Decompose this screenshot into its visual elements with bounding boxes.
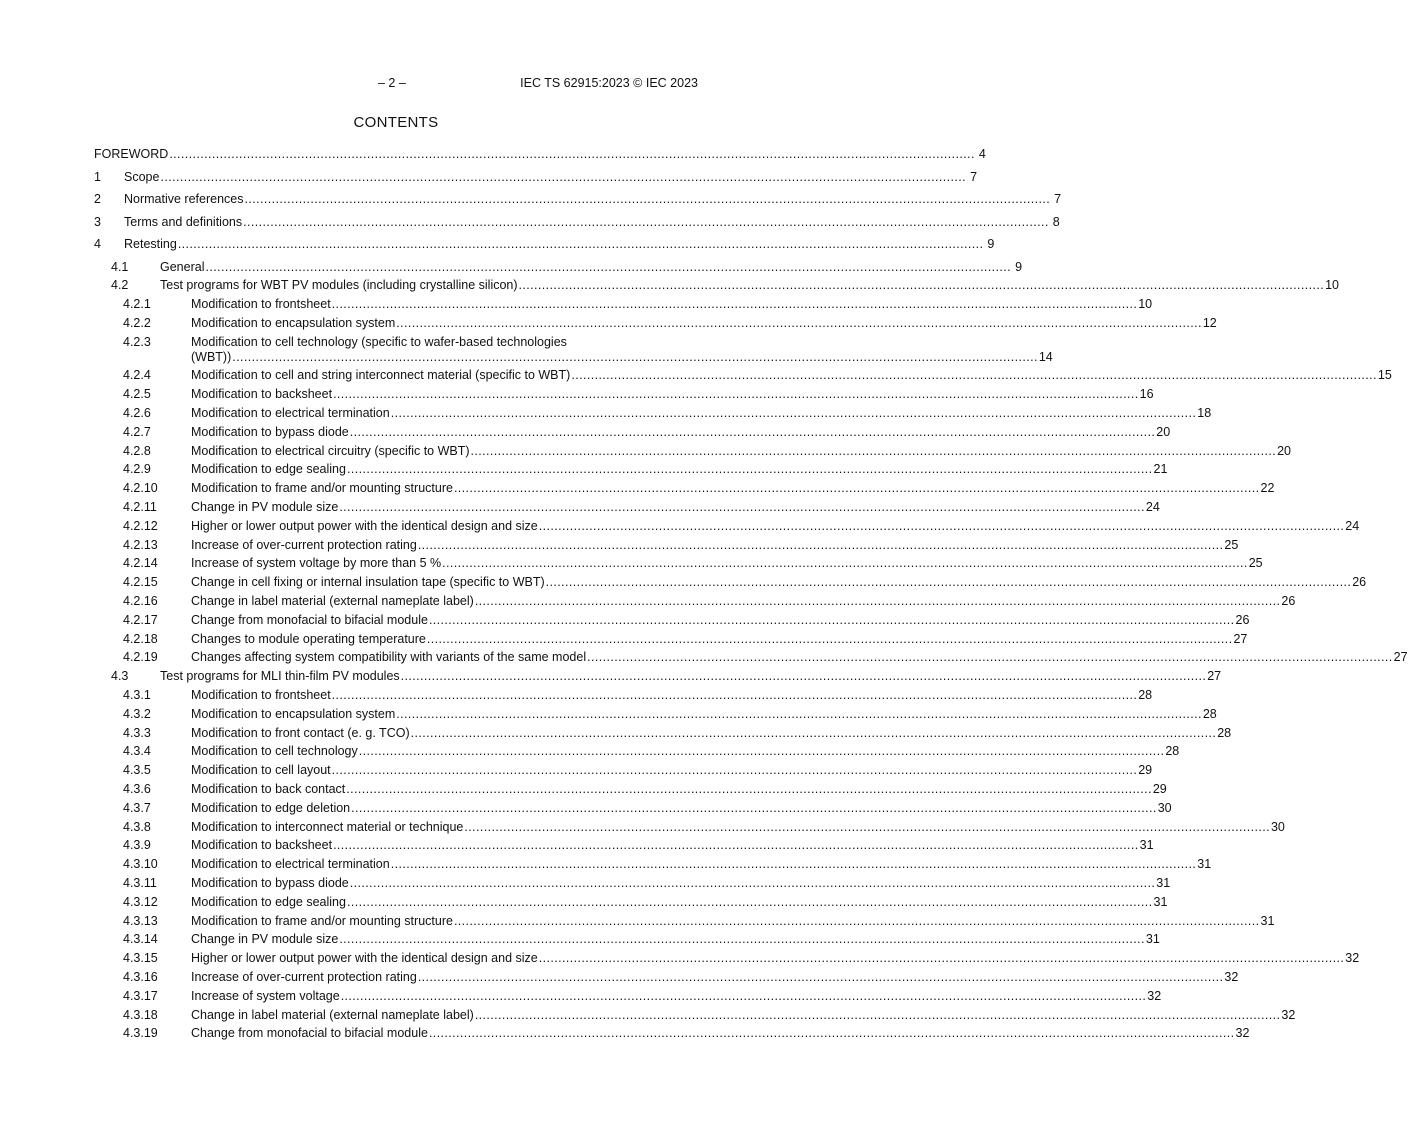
leader-dots [587,650,1393,665]
toc-entry-page: 9 [1015,259,1023,274]
toc-entry-number: 4.2.12 [123,518,158,533]
toc-entry-number: 4.3.6 [123,782,151,797]
toc-entry-number: 4.2.1 [123,297,151,312]
toc-entry-title: Change in PV module size [191,932,339,947]
toc-entry-number: 4.3.1 [123,688,151,703]
toc-entry-page: 10 [1138,297,1153,312]
toc-entry-page: 9 [987,237,995,251]
toc-entry-page: 28 [1165,744,1180,759]
toc-entry-title: Test programs for MLI thin-film PV modules [160,669,400,684]
leader-dots [332,688,1138,703]
toc-entry-number: 4.2.8 [123,443,151,458]
leader-dots [359,744,1165,759]
leader-dots [418,970,1224,985]
toc-entry-page: 32 [1345,951,1360,966]
toc-entry-number: 4.2.18 [123,631,158,646]
toc-entry-title: Normative references [124,192,244,206]
document-id: IEC TS 62915:2023 © IEC 2023 [520,76,698,90]
toc-entry-number: 4.3.8 [123,819,151,834]
leader-dots [332,763,1138,778]
toc-entry[interactable] [94,424,1171,440]
toc-entry-page: 4 [978,147,986,161]
toc-entry[interactable] [94,951,1360,966]
toc-entry-number: 4.3.10 [123,857,158,872]
toc-entry-page: 32 [1147,988,1162,1003]
toc-entry-page: 14 [1038,349,1053,364]
leader-dots [418,538,1224,553]
leader-dots [546,575,1352,590]
toc-entry-number: 4.3.7 [123,800,151,815]
leader-dots [169,147,975,162]
toc-entry[interactable] [94,169,978,185]
toc-entry-page: 27 [1393,650,1408,665]
leader-dots [539,519,1345,534]
leader-dots [519,278,1325,293]
toc-entry[interactable] [94,406,1212,421]
toc-entry-title: Modification to encapsulation system [191,706,396,721]
toc-entry-title: Increase of system voltage [191,988,340,1003]
toc-entry-title: Changes to module operating temperature [191,631,426,646]
toc-entry-title: Higher or lower output power with the identical design and size [191,518,538,533]
toc-entry-page: 7 [970,169,978,184]
toc-entry-page: 25 [1224,537,1239,552]
toc-entry-title: Modification to frame and/or mounting structure [191,481,453,496]
toc-entry-page: 29 [1152,782,1167,797]
toc-entry-page: 29 [1138,763,1153,778]
leader-dots [243,215,1049,230]
toc-entry-page: 31 [1260,913,1275,928]
toc-entry-page: 20 [1277,443,1292,458]
leader-dots [401,669,1207,684]
leader-dots [429,1026,1235,1041]
toc-entry-title: Retesting [124,237,177,251]
toc-entry[interactable] [94,575,1367,590]
toc-entry-number: 4.2.16 [123,594,158,609]
toc-entry-number: 4.2.15 [123,575,158,590]
toc-entry-title: Modification to encapsulation system [191,315,396,330]
toc-entry-number: 4.2.13 [123,537,158,552]
toc-entry-number: 4 [94,237,101,251]
toc-entry-title: Increase of over-current protection rating [191,537,417,552]
toc-entry[interactable] [94,462,1168,477]
leader-dots [396,316,1202,331]
toc-entry-number: 4.1 [111,259,129,274]
toc-entry[interactable] [94,744,1180,759]
toc-entry[interactable] [94,278,1340,293]
leader-dots [429,613,1235,628]
toc-entry-number: 4.3.12 [123,894,158,909]
leader-dots [539,951,1345,966]
leader-dots [333,838,1139,853]
toc-entry-number: 4.2.9 [123,462,151,477]
contents-title: CONTENTS [353,114,439,131]
toc-entry-title: Modification to edge sealing [191,894,346,909]
toc-entry-number: 4.3.4 [123,744,151,759]
toc-entry[interactable] [94,650,1408,665]
toc-entry-page: 30 [1270,819,1285,834]
toc-entry-title: Higher or lower output power with the identical design and size [191,951,538,966]
toc-entry-page: 28 [1217,725,1232,740]
leader-dots [471,444,1277,459]
toc-entry-number: 4.2.2 [123,315,151,330]
toc-entry-page: 27 [1233,631,1248,646]
toc-entry-page: 18 [1197,406,1212,421]
toc-entry-number: 4.3.2 [123,706,151,721]
toc-entry[interactable] [94,481,1275,496]
toc-entry-title: Change in PV module size [191,500,339,515]
toc-entry[interactable] [94,688,1153,703]
leader-dots [339,500,1145,515]
toc-entry[interactable] [94,368,1392,383]
toc-entry-title: Modification to front contact (e. g. TCO) [191,725,410,740]
toc-entry-page: 24 [1145,500,1160,515]
toc-entry[interactable] [94,932,1160,947]
toc-entry[interactable] [94,214,1060,230]
toc-entry-title: Modification to interconnect material or technique [191,819,464,834]
toc-entry-title: Modification to electrical termination [191,857,390,872]
toc-entry-title: Scope [124,169,160,184]
toc-entry-title: General [160,259,205,274]
toc-entry-number: 4.3.16 [123,969,158,984]
leader-dots [442,556,1248,571]
toc-entry-number: 4.3.15 [123,951,158,966]
toc-entry-page: 31 [1153,894,1168,909]
toc-entry-page: 12 [1202,315,1217,330]
toc-entry-title: Change in label material (external nameplate label) [191,594,474,609]
toc-entry-number: 4.2.11 [123,500,157,515]
toc-entry-title: Modification to electrical circuitry (specific to WBT) [191,443,470,458]
toc-entry[interactable] [94,315,1217,331]
toc-entry[interactable] [94,334,1053,365]
toc-entry-title: Change in label material (external nameplate label) [191,1007,474,1022]
toc-entry[interactable] [94,800,1172,816]
toc-entry-number: 3 [94,214,101,229]
toc-entry-number: 4.3.11 [123,876,157,890]
leader-dots [333,387,1139,402]
toc-entry-number: 4.3.19 [123,1026,158,1041]
leader-dots [346,782,1152,797]
toc-entry[interactable] [94,969,1239,985]
toc-entry-page: 26 [1235,612,1250,627]
toc-entry[interactable] [94,500,1160,515]
toc-entry-page: 31 [1197,857,1212,872]
toc-entry-title: Modification to back contact [191,782,346,797]
leader-dots [347,895,1153,910]
leader-dots [205,260,1011,275]
table-of-contents [94,147,1408,1045]
toc-entry[interactable] [94,237,995,252]
toc-entry-page: 28 [1202,706,1217,721]
leader-dots [475,1008,1281,1023]
toc-entry-number: 4.3.18 [123,1007,158,1022]
toc-entry-number: 4.3.5 [123,763,151,778]
toc-entry-title: Modification to backsheet [191,838,333,853]
toc-entry-title: FOREWORD [94,147,169,161]
toc-entry-title: Modification to frontsheet [191,297,331,312]
page-number: – 2 – [378,76,406,90]
toc-entry[interactable] [94,763,1153,778]
toc-entry-title: Modification to bypass diode [191,876,349,890]
toc-entry-number: 4.2.17 [123,612,158,627]
toc-entry-number: 4.2.19 [123,650,158,665]
toc-entry[interactable] [94,876,1171,891]
leader-dots [411,726,1217,741]
toc-entry[interactable] [94,631,1248,647]
toc-entry-number: 4.2.3 [123,334,151,349]
leader-dots [427,632,1233,647]
toc-entry-title: Modification to cell technology [191,744,358,759]
toc-entry-number: 4.3.3 [123,725,151,740]
toc-entry-title: Modification to frontsheet [191,688,331,703]
toc-entry[interactable] [94,387,1154,402]
toc-entry-page: 7 [1054,192,1062,206]
toc-entry[interactable] [94,147,986,162]
toc-entry-number: 4.2.6 [123,406,151,421]
toc-entry-title: Modification to edge sealing [191,462,346,477]
leader-dots [178,237,984,252]
toc-entry-title: Change in cell fixing or internal insulation tape (specific to WBT) [191,575,545,590]
toc-entry-title: Modification to edge deletion [191,800,351,815]
toc-entry-title: Modification to frame and/or mounting structure [191,913,453,928]
leader-dots [341,989,1147,1004]
toc-entry-number: 4.2.5 [123,387,151,402]
toc-entry-page: 15 [1377,368,1392,383]
toc-entry-page: 32 [1224,969,1239,984]
toc-entry-title: Modification to electrical termination [191,406,390,421]
toc-entry[interactable] [94,612,1250,628]
toc-entry-title: Modification to cell technology (specific to wafer-based technologies [191,334,567,349]
toc-entry-title: Modification to cell layout [191,763,331,778]
toc-entry-title: Changes affecting system compatibility with variants of the same model [191,650,587,665]
page-header [94,76,698,92]
toc-entry-page: 28 [1138,688,1153,703]
toc-entry-title: Increase of system voltage by more than 5 % [191,556,442,571]
toc-entry-title: Increase of over-current protection rating [191,969,417,984]
leader-dots [391,857,1197,872]
leader-dots [160,170,966,185]
toc-entry[interactable] [94,1007,1296,1023]
toc-entry-page: 8 [1052,214,1060,229]
toc-entry[interactable] [94,518,1360,534]
toc-entry[interactable] [94,913,1275,929]
leader-dots [339,932,1145,947]
toc-entry-number: 4.3.14 [123,932,158,947]
leader-dots [454,481,1260,496]
leader-dots [350,876,1156,891]
toc-entry-title: Change from monofacial to bifacial module [191,612,428,627]
leader-dots [347,462,1153,477]
toc-entry-page: 30 [1157,800,1172,815]
toc-entry-page: 10 [1325,278,1340,293]
toc-entry-page: 21 [1153,462,1168,477]
toc-entry-page: 27 [1207,669,1222,684]
leader-dots [332,297,1138,312]
toc-entry[interactable] [94,443,1292,459]
toc-entry-number: 2 [94,192,101,206]
toc-entry-page: 22 [1260,481,1275,496]
toc-entry-number: 4.3 [111,669,129,684]
toc-entry[interactable] [94,556,1263,571]
toc-entry-page: 26 [1281,594,1296,609]
leader-dots [350,425,1156,440]
leader-dots [396,707,1202,722]
toc-entry-title: Modification to backsheet [191,387,333,402]
toc-entry-number: 4.2 [111,278,129,293]
toc-entry[interactable] [94,838,1154,853]
toc-entry[interactable] [94,594,1296,609]
toc-entry[interactable] [94,259,1023,275]
toc-entry[interactable] [94,725,1232,741]
leader-dots [232,350,1038,365]
toc-entry[interactable] [94,988,1162,1004]
leader-dots [245,192,1051,207]
toc-entry-page: 32 [1281,1007,1296,1022]
toc-entry[interactable] [94,192,1062,207]
leader-dots [475,594,1281,609]
toc-entry-page: 31 [1156,876,1171,890]
toc-entry-number: 1 [94,169,101,184]
toc-entry[interactable] [94,819,1285,835]
toc-entry-number: 4.2.7 [123,424,151,439]
toc-entry[interactable] [94,894,1168,910]
toc-entry-page: 32 [1235,1026,1250,1041]
toc-entry-title: Modification to cell and string interconnect material (specific to WBT) [191,368,571,383]
toc-entry-title: Test programs for WBT PV modules (including crystalline silicon) [160,278,518,293]
toc-entry[interactable] [94,669,1222,684]
toc-entry[interactable] [94,537,1239,553]
toc-entry-number: 4.2.10 [123,481,158,496]
toc-entry-title-continued: (WBT)) [191,349,232,364]
toc-entry[interactable] [94,782,1167,797]
toc-entry-page: 26 [1352,575,1367,590]
toc-entry-page: 20 [1156,424,1171,439]
toc-entry-title: Terms and definitions [124,214,243,229]
toc-entry[interactable] [94,297,1153,312]
toc-entry-page: 25 [1248,556,1263,571]
leader-dots [454,914,1260,929]
toc-entry-number: 4.2.4 [123,368,151,383]
leader-dots [351,801,1157,816]
leader-dots [391,406,1197,421]
leader-dots [571,368,1377,383]
toc-entry-number: 4.3.17 [123,988,158,1003]
toc-entry-page: 31 [1145,932,1160,947]
toc-entry[interactable] [94,1026,1250,1041]
toc-entry-number: 4.3.13 [123,913,158,928]
toc-entry-number: 4.3.9 [123,838,151,853]
toc-entry-page: 31 [1139,838,1154,853]
leader-dots [464,820,1270,835]
toc-entry-page: 16 [1139,387,1154,402]
toc-entry-page: 24 [1345,518,1360,533]
toc-entry[interactable] [94,706,1217,722]
toc-entry-number: 4.2.14 [123,556,158,571]
toc-entry-title: Modification to bypass diode [191,424,349,439]
toc-entry-title: Change from monofacial to bifacial module [191,1026,428,1041]
toc-entry[interactable] [94,857,1212,872]
